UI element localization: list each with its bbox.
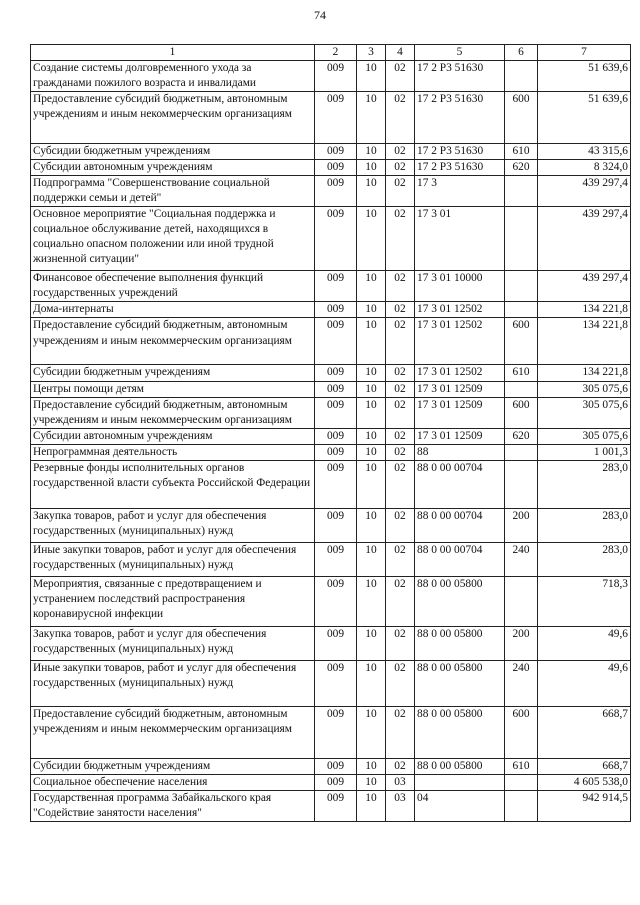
- row-amount: 283,0: [538, 508, 631, 542]
- row-subsection: 02: [386, 660, 415, 706]
- row-subsection: 02: [386, 542, 415, 576]
- row-name: Субсидии автономным учреждениям: [31, 428, 315, 444]
- row-expense-type: [505, 176, 538, 207]
- row-subsection: 02: [386, 160, 415, 176]
- row-amount: 49,6: [538, 660, 631, 706]
- row-expense-type: [505, 790, 538, 821]
- row-target-article: 88 0 00 00704: [415, 542, 505, 576]
- column-header: 7: [538, 45, 631, 61]
- column-header: 6: [505, 45, 538, 61]
- row-subsection: 02: [386, 508, 415, 542]
- table-row: [31, 318, 631, 365]
- row-subsection: 02: [386, 61, 415, 92]
- row-ved: 009: [315, 144, 357, 160]
- row-amount: 1 001,3: [538, 444, 631, 460]
- row-expense-type: [505, 576, 538, 626]
- table-row: [31, 144, 631, 160]
- table-row: [31, 626, 631, 660]
- row-amount: 283,0: [538, 460, 631, 508]
- row-amount: 51 639,6: [538, 92, 631, 144]
- row-name: Иные закупки товаров, работ и услуг для обеспечения государственных (муниципальных) нужд: [31, 542, 315, 576]
- row-target-article: 88 0 00 05800: [415, 576, 505, 626]
- row-subsection: 02: [386, 381, 415, 397]
- table-row: [31, 271, 631, 302]
- column-number-row: [31, 45, 631, 61]
- row-expense-type: 600: [505, 92, 538, 144]
- row-name: Предоставление субсидий бюджетным, автономным учреждениям и иным некоммерческим организациям: [31, 318, 315, 365]
- row-target-article: 88: [415, 444, 505, 460]
- row-name: Предоставление субсидий бюджетным, автономным учреждениям и иным некоммерческим организациям: [31, 397, 315, 428]
- row-name: Основное мероприятие "Социальная поддержка и социальное обслуживание детей, находящихся в социально опасном положении или иной трудной жизненной ситуации": [31, 207, 315, 271]
- row-ved: 009: [315, 176, 357, 207]
- row-ved: 009: [315, 444, 357, 460]
- row-subsection: 02: [386, 397, 415, 428]
- row-ved: 009: [315, 774, 357, 790]
- row-ved: 009: [315, 706, 357, 758]
- row-amount: 134 221,8: [538, 302, 631, 318]
- row-ved: 009: [315, 626, 357, 660]
- row-ved: 009: [315, 302, 357, 318]
- row-amount: 134 221,8: [538, 365, 631, 381]
- table-row: [31, 758, 631, 774]
- row-expense-type: 240: [505, 542, 538, 576]
- row-expense-type: 620: [505, 160, 538, 176]
- row-amount: 305 075,6: [538, 428, 631, 444]
- row-amount: 942 914,5: [538, 790, 631, 821]
- row-name: Субсидии бюджетным учреждениям: [31, 758, 315, 774]
- row-amount: 668,7: [538, 706, 631, 758]
- row-amount: 49,6: [538, 626, 631, 660]
- row-section: 10: [357, 428, 386, 444]
- row-subsection: 02: [386, 758, 415, 774]
- row-target-article: 17 3 01 12502: [415, 302, 505, 318]
- column-header: 4: [386, 45, 415, 61]
- row-ved: 009: [315, 508, 357, 542]
- row-subsection: 02: [386, 207, 415, 271]
- row-amount: 43 315,6: [538, 144, 631, 160]
- row-amount: 439 297,4: [538, 271, 631, 302]
- row-expense-type: 610: [505, 144, 538, 160]
- row-expense-type: 600: [505, 706, 538, 758]
- row-subsection: 02: [386, 706, 415, 758]
- row-section: 10: [357, 706, 386, 758]
- row-subsection: 02: [386, 365, 415, 381]
- row-amount: 439 297,4: [538, 176, 631, 207]
- row-amount: 718,3: [538, 576, 631, 626]
- row-amount: 8 324,0: [538, 160, 631, 176]
- row-section: 10: [357, 271, 386, 302]
- row-subsection: 02: [386, 428, 415, 444]
- row-amount: 134 221,8: [538, 318, 631, 365]
- table-row: [31, 92, 631, 144]
- row-ved: 009: [315, 92, 357, 144]
- row-target-article: 17 2 P3 51630: [415, 144, 505, 160]
- row-section: 10: [357, 302, 386, 318]
- table-row: [31, 542, 631, 576]
- table-row: [31, 660, 631, 706]
- row-ved: 009: [315, 365, 357, 381]
- row-expense-type: [505, 271, 538, 302]
- row-target-article: 04: [415, 790, 505, 821]
- row-section: 10: [357, 790, 386, 821]
- row-amount: 283,0: [538, 542, 631, 576]
- row-name: Государственная программа Забайкальского края "Содействие занятости населения": [31, 790, 315, 821]
- row-section: 10: [357, 444, 386, 460]
- row-expense-type: [505, 302, 538, 318]
- row-section: 10: [357, 576, 386, 626]
- row-section: 10: [357, 381, 386, 397]
- row-target-article: 17 3 01 12502: [415, 318, 505, 365]
- row-expense-type: 200: [505, 508, 538, 542]
- table-row: [31, 61, 631, 92]
- budget-table: [30, 44, 631, 822]
- row-target-article: 88 0 00 05800: [415, 660, 505, 706]
- row-expense-type: [505, 207, 538, 271]
- row-ved: 009: [315, 61, 357, 92]
- row-amount: 439 297,4: [538, 207, 631, 271]
- row-subsection: 02: [386, 460, 415, 508]
- row-name: Дома-интернаты: [31, 302, 315, 318]
- row-ved: 009: [315, 758, 357, 774]
- table-row: [31, 365, 631, 381]
- row-section: 10: [357, 774, 386, 790]
- row-subsection: 03: [386, 790, 415, 821]
- table-row: [31, 460, 631, 508]
- row-section: 10: [357, 92, 386, 144]
- row-ved: 009: [315, 460, 357, 508]
- row-section: 10: [357, 626, 386, 660]
- row-expense-type: 610: [505, 758, 538, 774]
- row-expense-type: [505, 381, 538, 397]
- row-name: Создание системы долговременного ухода за гражданами пожилого возраста и инвалидами: [31, 61, 315, 92]
- table-row: [31, 790, 631, 821]
- row-section: 10: [357, 61, 386, 92]
- row-name: Резервные фонды исполнительных органов государственной власти субъекта Российской Федерации: [31, 460, 315, 508]
- row-section: 10: [357, 660, 386, 706]
- row-target-article: 17 2 P3 51630: [415, 160, 505, 176]
- row-expense-type: 240: [505, 660, 538, 706]
- row-subsection: 02: [386, 302, 415, 318]
- column-header: 3: [357, 45, 386, 61]
- row-name: Субсидии автономным учреждениям: [31, 160, 315, 176]
- row-target-article: 17 3 01 10000: [415, 271, 505, 302]
- column-header: 2: [315, 45, 357, 61]
- row-target-article: 17 3 01 12509: [415, 381, 505, 397]
- row-subsection: 02: [386, 626, 415, 660]
- table-row: [31, 444, 631, 460]
- row-subsection: 02: [386, 271, 415, 302]
- column-header: 1: [31, 45, 315, 61]
- row-target-article: 17 2 P3 51630: [415, 92, 505, 144]
- row-name: Предоставление субсидий бюджетным, автономным учреждениям и иным некоммерческим организациям: [31, 92, 315, 144]
- row-name: Непрограммная деятельность: [31, 444, 315, 460]
- row-amount: 51 639,6: [538, 61, 631, 92]
- row-expense-type: [505, 61, 538, 92]
- row-target-article: 88 0 00 00704: [415, 508, 505, 542]
- row-amount: 305 075,6: [538, 381, 631, 397]
- table-body: [31, 61, 631, 822]
- row-name: Закупка товаров, работ и услуг для обеспечения государственных (муниципальных) нужд: [31, 508, 315, 542]
- row-ved: 009: [315, 660, 357, 706]
- table-row: [31, 160, 631, 176]
- row-section: 10: [357, 318, 386, 365]
- row-name: Мероприятия, связанные с предотвращением и устранением последствий распространения коронавирусной инфекции: [31, 576, 315, 626]
- table-row: [31, 207, 631, 271]
- table-row: [31, 508, 631, 542]
- row-ved: 009: [315, 576, 357, 626]
- row-target-article: 88 0 00 05800: [415, 706, 505, 758]
- row-expense-type: [505, 460, 538, 508]
- row-ved: 009: [315, 318, 357, 365]
- row-ved: 009: [315, 397, 357, 428]
- row-target-article: 17 3 01 12509: [415, 397, 505, 428]
- row-subsection: 02: [386, 444, 415, 460]
- row-name: Закупка товаров, работ и услуг для обеспечения государственных (муниципальных) нужд: [31, 626, 315, 660]
- row-amount: 305 075,6: [538, 397, 631, 428]
- row-target-article: 17 3: [415, 176, 505, 207]
- row-name: Предоставление субсидий бюджетным, автономным учреждениям и иным некоммерческим организациям: [31, 706, 315, 758]
- row-section: 10: [357, 160, 386, 176]
- row-ved: 009: [315, 160, 357, 176]
- row-ved: 009: [315, 542, 357, 576]
- table-row: [31, 774, 631, 790]
- row-expense-type: [505, 444, 538, 460]
- row-name: Центры помощи детям: [31, 381, 315, 397]
- row-ved: 009: [315, 790, 357, 821]
- table-row: [31, 381, 631, 397]
- row-section: 10: [357, 508, 386, 542]
- row-section: 10: [357, 207, 386, 271]
- row-subsection: 02: [386, 144, 415, 160]
- row-subsection: 02: [386, 318, 415, 365]
- row-section: 10: [357, 144, 386, 160]
- table-row: [31, 176, 631, 207]
- row-name: Социальное обеспечение населения: [31, 774, 315, 790]
- row-subsection: 02: [386, 92, 415, 144]
- row-name: Финансовое обеспечение выполнения функций государственных учреждений: [31, 271, 315, 302]
- row-target-article: 88 0 00 05800: [415, 758, 505, 774]
- row-section: 10: [357, 397, 386, 428]
- row-section: 10: [357, 758, 386, 774]
- row-amount: 668,7: [538, 758, 631, 774]
- row-target-article: [415, 774, 505, 790]
- column-header: 5: [415, 45, 505, 61]
- row-target-article: 88 0 00 00704: [415, 460, 505, 508]
- row-subsection: 03: [386, 774, 415, 790]
- row-ved: 009: [315, 207, 357, 271]
- row-amount: 4 605 538,0: [538, 774, 631, 790]
- row-expense-type: 600: [505, 318, 538, 365]
- row-ved: 009: [315, 381, 357, 397]
- row-expense-type: [505, 774, 538, 790]
- page-number: 74: [314, 8, 326, 22]
- row-expense-type: 600: [505, 397, 538, 428]
- row-expense-type: 610: [505, 365, 538, 381]
- row-section: 10: [357, 460, 386, 508]
- row-name: Субсидии бюджетным учреждениям: [31, 144, 315, 160]
- row-subsection: 02: [386, 176, 415, 207]
- row-target-article: 17 2 P3 51630: [415, 61, 505, 92]
- row-name: Субсидии бюджетным учреждениям: [31, 365, 315, 381]
- row-target-article: 17 3 01: [415, 207, 505, 271]
- row-section: 10: [357, 176, 386, 207]
- row-section: 10: [357, 365, 386, 381]
- table-row: [31, 576, 631, 626]
- table-row: [31, 706, 631, 758]
- row-name: Подпрограмма "Совершенствование социальной поддержки семьи и детей": [31, 176, 315, 207]
- table-row: [31, 397, 631, 428]
- row-target-article: 88 0 00 05800: [415, 626, 505, 660]
- row-target-article: 17 3 01 12502: [415, 365, 505, 381]
- row-expense-type: 200: [505, 626, 538, 660]
- row-subsection: 02: [386, 576, 415, 626]
- table-row: [31, 428, 631, 444]
- table-row: [31, 302, 631, 318]
- row-ved: 009: [315, 271, 357, 302]
- row-name: Иные закупки товаров, работ и услуг для обеспечения государственных (муниципальных) нужд: [31, 660, 315, 706]
- row-expense-type: 620: [505, 428, 538, 444]
- row-ved: 009: [315, 428, 357, 444]
- row-section: 10: [357, 542, 386, 576]
- row-target-article: 17 3 01 12509: [415, 428, 505, 444]
